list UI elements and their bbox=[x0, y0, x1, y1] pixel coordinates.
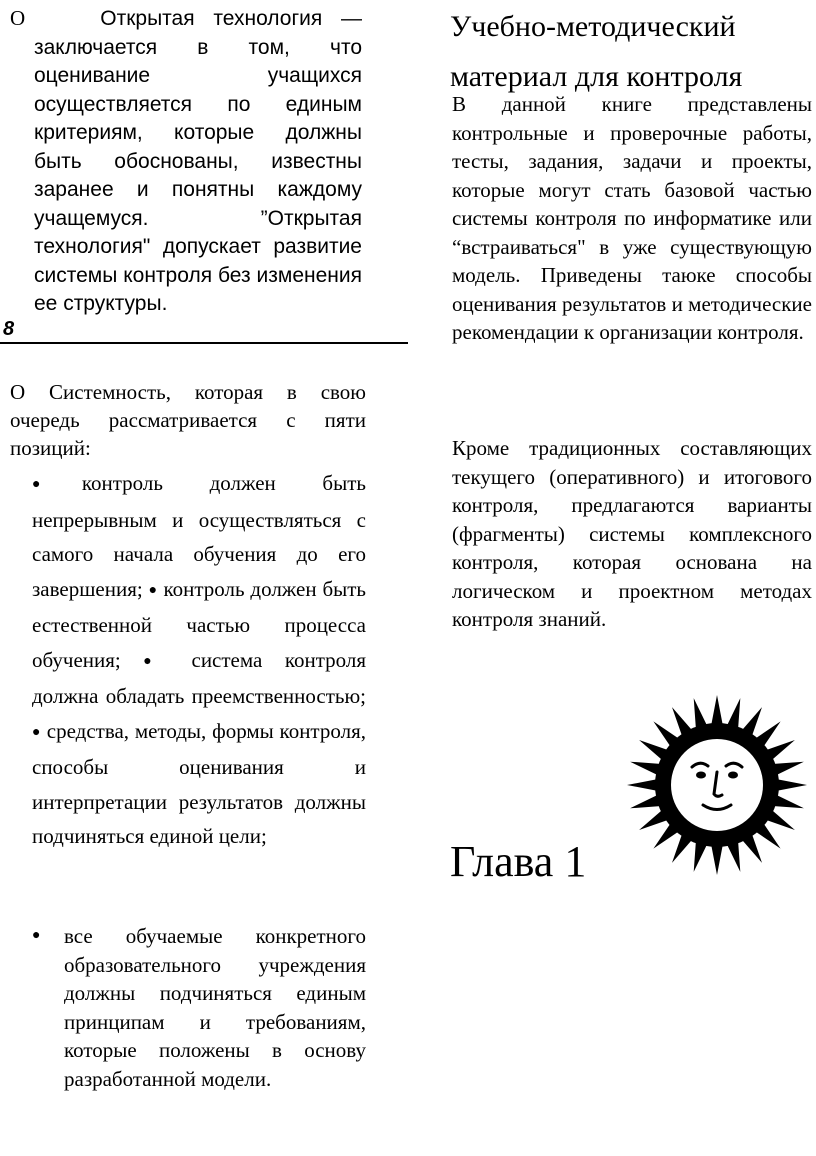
bullet-icon: ● bbox=[148, 582, 158, 598]
bullet-list bbox=[32, 466, 366, 854]
bullet-item-2: контроль должен быть естественной частью процесса обучения; bbox=[32, 576, 366, 672]
paragraph-marker: О bbox=[10, 6, 26, 30]
chapter-title: Глава 1 bbox=[450, 837, 587, 886]
sun-face-icon bbox=[626, 694, 808, 876]
bullet-icon: ● bbox=[32, 477, 82, 492]
systemic-text: Системность, которая в свою очередь рассматривается с пяти позиций: bbox=[10, 380, 366, 460]
bullet-icon: ● bbox=[143, 653, 169, 669]
section-heading bbox=[450, 2, 816, 102]
page-divider bbox=[0, 342, 408, 344]
heading-line-2: материал для контроля bbox=[450, 60, 743, 93]
bullet-item-4: средства, методы, формы контроля, способы оценивания и интерпретации результатов должны подчиняться единой цели; bbox=[32, 718, 366, 848]
open-technology-text: Открытая технология — заключается в том, что оценивание учащихся осуществляется по единым критериям, которые должны быть обоснованы, известны заранее и понятны каждому учащемуся. ”Открытая технология" допускает развитие системы контроля без изменения ее структуры. bbox=[34, 7, 362, 315]
page-number: 8 bbox=[3, 318, 15, 340]
paragraph-marker: О bbox=[10, 380, 26, 404]
last-bullet-paragraph bbox=[32, 922, 366, 1093]
bullet-item-3: система контроля должна обладать преемственностью; bbox=[32, 647, 367, 708]
intro-paragraph bbox=[452, 90, 812, 347]
bullet-item-5: все обучаемые конкретного образовательного учреждения должны подчиняться единым принципам и требованиям, которые положены в основу разработанной модели. bbox=[64, 924, 366, 1091]
heading-line-1: Учебно-методический bbox=[450, 10, 736, 43]
extra-text: Кроме традиционных составляющих текущего (оперативного) и итогового контроля, предлагаются варианты (фрагменты) системы комплексного контроля, которая основана на логическом и проектном методах контроля знаний. bbox=[452, 436, 812, 631]
intro-text: В данной книге представлены контрольные и проверочные работы, тесты, задания, задачи и проекты, которые могут стать базовой частью системы контроля по информатике или “встраиваться" в уже существующую модель. Приведены таюке способы оценивания результатов и методические рекомендации к организации контроля. bbox=[452, 92, 812, 344]
bullet-icon: ● bbox=[32, 928, 41, 943]
extra-paragraph bbox=[452, 434, 812, 634]
bullet-icon: ● bbox=[32, 724, 41, 740]
bullet-item-1: контроль должен быть непрерывным и осуществляться с самого начала обучения до его завершения; bbox=[32, 471, 366, 601]
systemic-paragraph bbox=[10, 378, 366, 462]
open-technology-paragraph bbox=[10, 4, 362, 319]
